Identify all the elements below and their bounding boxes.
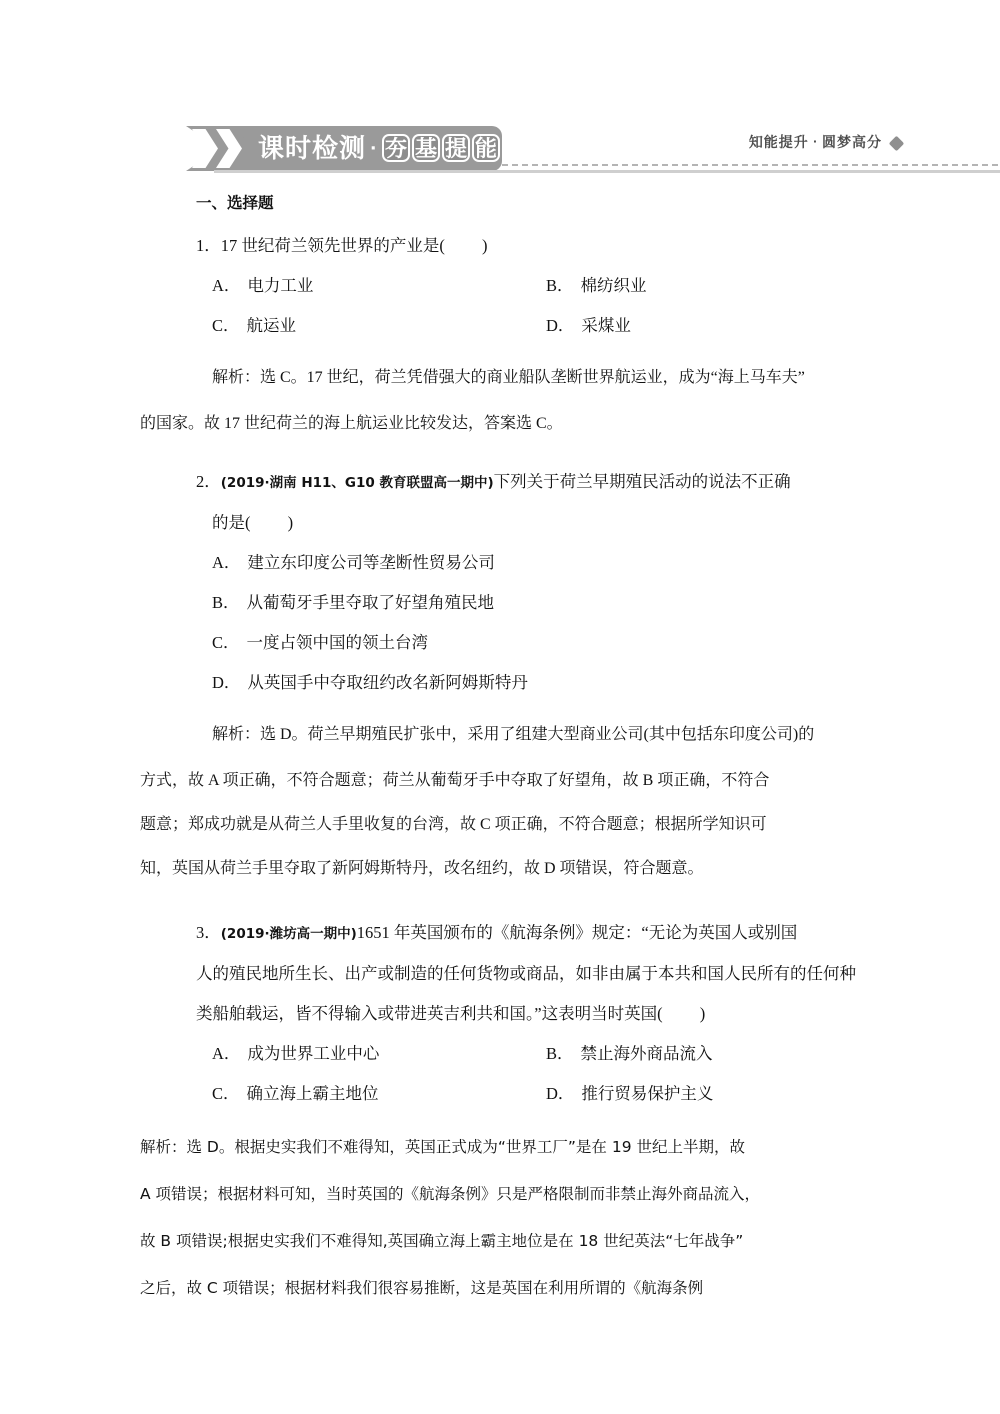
explanation-line: 方式，故 A 项正确，不符合题意；荷兰从葡萄牙手中夺取了好望角，故 B 项正确，不符合 — [140, 772, 770, 789]
question-3-stem-text: 1651 年英国颁布的《航海条例》规定：“无论为英国人或别国 — [356, 923, 798, 942]
page-title-boxed-char-3: 提 — [442, 134, 470, 162]
question-2-stem-cont-text: 的是( — [212, 513, 251, 532]
question-3-stem-line-2: 人的殖民地所生长、出产或制造的任何货物或商品，如非由属于本共和国人民所有的任何种 — [196, 964, 856, 983]
option-row — [212, 583, 880, 623]
question-1-stem — [0, 226, 1000, 266]
question-2-explanation — [0, 713, 1000, 757]
option-text: 一度占领中国的领土台湾 — [246, 633, 429, 652]
option-row — [212, 1074, 880, 1114]
question-1-option-d[interactable] — [546, 306, 880, 346]
page-title-separator: · — [370, 139, 378, 159]
question-3-option-d[interactable] — [546, 1074, 880, 1114]
banner-subtitle-right: 圆梦高分 — [822, 135, 882, 151]
diamond-icon — [889, 136, 905, 152]
question-3-dot: ． — [204, 923, 221, 942]
option-text: 禁止海外商品流入 — [580, 1044, 713, 1063]
banner-subtitle — [749, 130, 882, 154]
question-2-option-c[interactable] — [212, 623, 880, 663]
worksheet-content — [0, 186, 1000, 1312]
question-3-options — [0, 1034, 1000, 1114]
option-text: 电力工业 — [247, 276, 314, 295]
option-label: C． — [212, 316, 240, 335]
option-row — [212, 623, 880, 663]
question-1-options — [0, 266, 1000, 346]
explanation-line: 之后，故 C 项错误；根据材料我们很容易推断，这是英国在利用所谓的《航海条例 — [140, 1279, 704, 1297]
question-3-stem-line-3 — [0, 994, 1000, 1034]
explanation-line: A 项错误；根据材料可知，当时英国的《航海条例》只是严格限制而非禁止海外商品流入， — [140, 1185, 761, 1203]
banner-solid-rule — [214, 170, 1000, 173]
banner-subtitle-left: 知能提升 — [748, 135, 809, 151]
question-2-stem — [0, 462, 1000, 503]
question-1-option-b[interactable] — [546, 266, 880, 306]
option-label: C． — [212, 633, 240, 652]
question-2-stem-cont — [0, 503, 1000, 543]
option-label: B． — [546, 276, 574, 295]
explanation-line: 知，英国从荷兰手里夺取了新阿姆斯特丹，改名纽约，故 D 项错误，符合题意。 — [140, 860, 704, 877]
option-label: D． — [546, 1084, 575, 1103]
option-label: D． — [546, 316, 575, 335]
question-3-number: 3 — [196, 923, 205, 942]
option-text: 推行贸易保护主义 — [581, 1084, 714, 1103]
page-title-boxed-char-2: 基 — [412, 134, 440, 162]
banner-dashed-rule — [502, 164, 1000, 166]
question-block-1 — [0, 226, 1000, 446]
question-2-source: (2019·湖南 H11、G10 教育联盟高一期中) — [220, 475, 494, 491]
option-text: 从英国手中夺取纽约改名新阿姆斯特丹 — [247, 673, 528, 692]
question-1-explanation-cont — [0, 402, 1000, 446]
question-3-stem-line-3-text: 类船舶载运，皆不得输入或带进英吉利共和国。”这表明当时英国( — [196, 1004, 663, 1023]
question-1-stem-tail: ) — [482, 236, 488, 255]
explanation-line: 解析：选 D。荷兰早期殖民扩张中，采用了组建大型商业公司(其中包括东印度公司)的 — [212, 726, 815, 743]
explanation-line: 解析：选 C。17 世纪，荷兰凭借强大的商业船队垄断世界航运业，成为“海上马车夫” — [212, 369, 805, 386]
option-text: 成为世界工业中心 — [247, 1044, 380, 1063]
question-3-stem-tail: ) — [699, 1004, 706, 1023]
option-row — [212, 266, 880, 306]
option-row — [212, 543, 880, 583]
question-2-explanation-cont — [0, 759, 1000, 891]
option-label: A． — [212, 553, 241, 572]
explanation-line: 解析：选 D。根据史实我们不难得知，英国正式成为“世界工厂”是在 19 世纪上半期，故 — [140, 1138, 746, 1156]
question-1-option-a[interactable] — [212, 266, 546, 306]
option-label: C． — [212, 1084, 240, 1103]
chevron-arrows-icon — [186, 126, 260, 171]
question-1-option-c[interactable] — [212, 306, 546, 346]
option-text: 确立海上霸主地位 — [246, 1084, 379, 1103]
question-2-option-d[interactable] — [212, 663, 880, 703]
option-label: D． — [212, 673, 241, 692]
option-text: 采煤业 — [581, 316, 631, 335]
question-1-stem-text: ．17 世纪荷兰领先世界的产业是( — [204, 236, 445, 255]
question-3-stem — [0, 913, 1000, 954]
question-3-explanation — [0, 1124, 1000, 1312]
question-2-stem-tail: ) — [287, 513, 294, 532]
page-title-main: 课时检测 — [258, 134, 367, 164]
option-row — [212, 663, 880, 703]
question-2-options — [0, 543, 1000, 703]
option-text: 建立东印度公司等垄断性贸易公司 — [247, 553, 495, 572]
option-text: 棉纺织业 — [580, 276, 647, 295]
option-label: A． — [212, 276, 241, 295]
question-block-3 — [0, 913, 1000, 1312]
option-text: 航运业 — [246, 316, 297, 335]
page-title-boxed-char-1: 夯 — [382, 134, 410, 162]
question-3-option-a[interactable] — [212, 1034, 546, 1074]
page-header-banner — [186, 126, 916, 174]
option-label: A． — [212, 1044, 241, 1063]
section-heading: 一、选择题 — [196, 194, 274, 212]
explanation-line: 故 B 项错误;根据史实我们不难得知,英国确立海上霸主地位是在 18 世纪英法“七年战争” — [140, 1232, 744, 1250]
option-text: 从葡萄牙手里夺取了好望角殖民地 — [246, 593, 495, 612]
question-3-option-c[interactable] — [212, 1074, 546, 1114]
page-title-boxed-char-4: 能 — [472, 134, 500, 162]
question-3-source: (2019·潍坊高一期中) — [220, 926, 357, 942]
question-2-option-b[interactable] — [212, 583, 880, 623]
question-1-number: 1 — [196, 236, 205, 255]
page-title — [258, 130, 501, 168]
question-2-number: 2 — [196, 472, 205, 491]
question-1-explanation — [0, 356, 1000, 400]
question-2-dot: ． — [204, 472, 221, 491]
explanation-line: 的国家。故 17 世纪荷兰的海上航运业比较发达，答案选 C。 — [140, 415, 563, 432]
question-2-option-a[interactable] — [212, 543, 880, 583]
question-3-option-b[interactable] — [546, 1034, 880, 1074]
question-block-2 — [0, 462, 1000, 891]
option-label: B． — [212, 593, 240, 612]
question-2-stem-text: 下列关于荷兰早期殖民活动的说法不正确 — [493, 472, 791, 491]
banner-subtitle-dot: · — [812, 135, 818, 148]
explanation-line: 题意；郑成功就是从荷兰人手里收复的台湾，故 C 项正确，不符合题意；根据所学知识可 — [140, 816, 767, 833]
option-row — [212, 1034, 880, 1074]
option-row — [212, 306, 880, 346]
option-label: B． — [546, 1044, 574, 1063]
